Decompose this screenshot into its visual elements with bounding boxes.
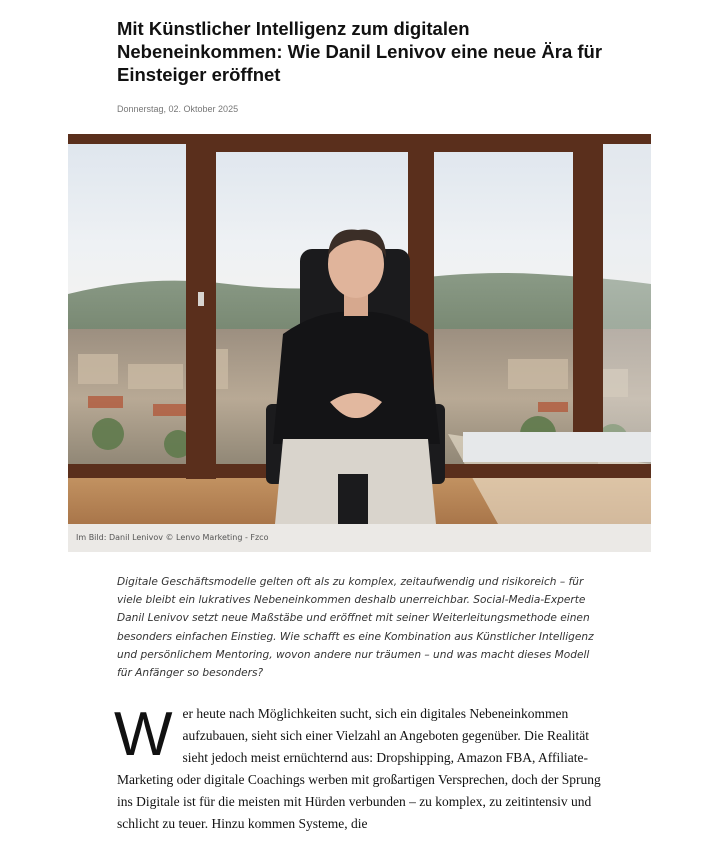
article-date: Donnerstag, 02. Oktober 2025 [117, 104, 239, 114]
article-body-text: er heute nach Möglichkeiten sucht, sich ein digitales Nebeneinkommen aufzubauen, sieht sich einer Vielzahl an Angeboten gegenüber. Die Realität sieht jedoch meist ernüchternd aus: Dropshipping, Amazon FBA, Affiliate-Marketing oder digitale Coachings werben mit großartigen Versprechen, doch der Sprung ins Digitale ist für die meisten mit Hürden verbunden – zu komplex, zu zeitintensiv und schlicht zu teuer. Hinzu kommen Systeme, die [117, 706, 601, 831]
article-photo [68, 134, 651, 524]
article-body [114, 700, 607, 835]
article-lead: Digitale Geschäftsmodelle gelten oft als zu komplex, zeitaufwendig und risikoreich – für viele bleibt ein lukratives Nebeneinkommen deshalb unerreichbar. Social-Media-Experte Danil Lenivov setzt neue Maßstäbe und eröffnet mit seiner Weiterleitungsmethode einen besonders einfachen Einstieg. Wie schafft es eine Kombination aus Künstlicher Intelligenz und persönlichem Mentoring, wovon andere nur träumen – und was macht dieses Modell für Anfänger so besonders? [117, 576, 594, 680]
image-caption: Im Bild: Danil Lenivov © Lenvo Marketing - Fzco [76, 533, 269, 542]
article-figure [68, 134, 651, 552]
article-title: Mit Künstlicher Intelligenz zum digitalen Nebeneinkommen: Wie Danil Lenivov eine neue Ära für Einsteiger eröffnet [117, 18, 603, 85]
drop-cap: W [114, 700, 173, 769]
